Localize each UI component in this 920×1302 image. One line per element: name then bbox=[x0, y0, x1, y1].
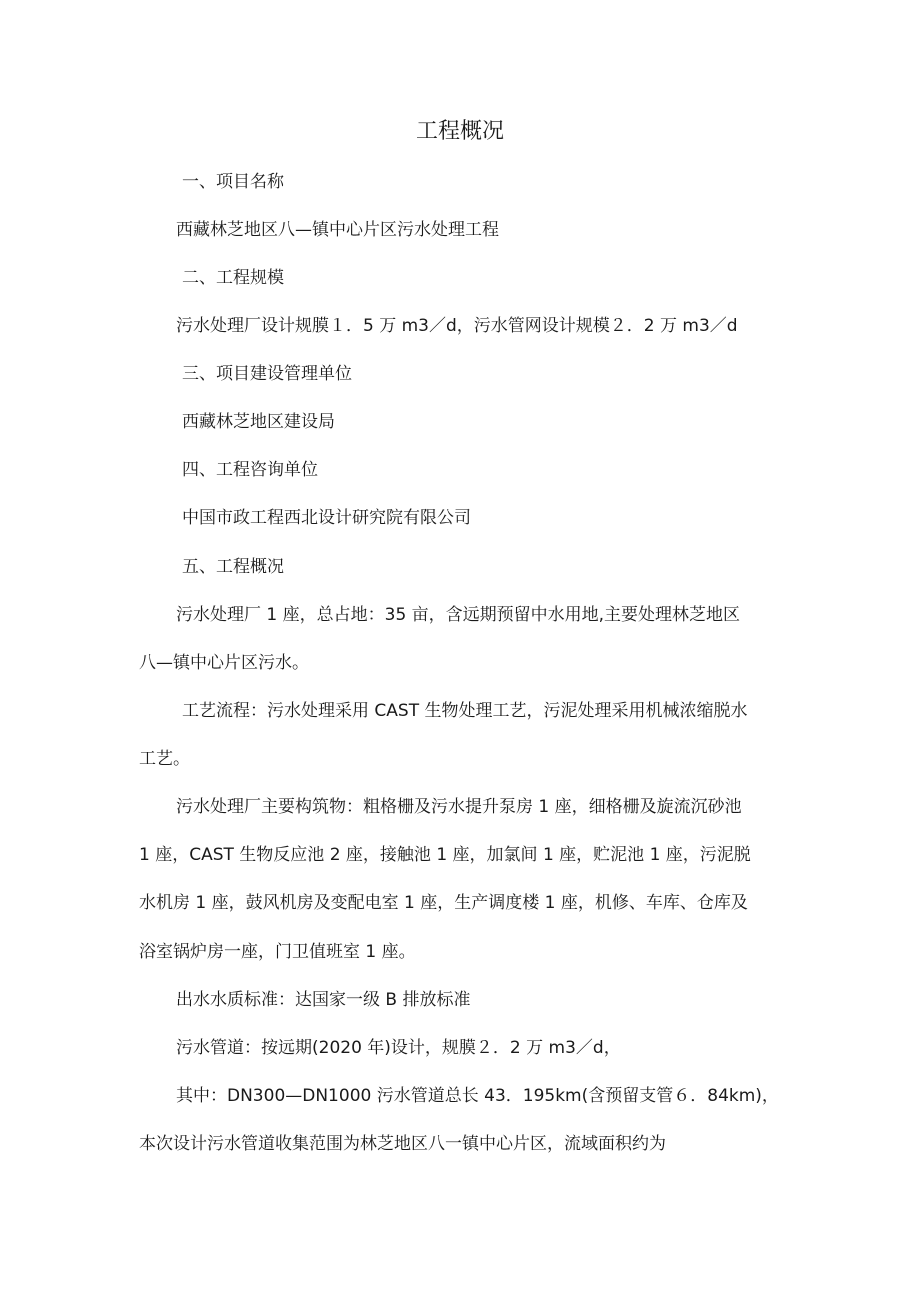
heading-management-unit: 三、项目建设管理单位 bbox=[182, 364, 352, 384]
heading-overview: 五、工程概况 bbox=[182, 557, 284, 577]
process-paragraph-line: 工艺。 bbox=[139, 749, 190, 769]
effluent-standard-text: 出水水质标准：达国家一级 B 排放标准 bbox=[176, 990, 471, 1010]
project-scale-text: 污水处理厂设计规膜１．5 万 m3／d，污水管网设计规模２．2 万 m3／d bbox=[176, 316, 738, 336]
heading-project-scale: 二、工程规模 bbox=[182, 268, 284, 288]
process-paragraph-line: 工艺流程：污水处理采用 CAST 生物处理工艺，污泥处理采用机械浓缩脱水 bbox=[182, 701, 748, 721]
structures-paragraph-line: 浴室锅炉房一座，门卫值班室 1 座。 bbox=[139, 942, 416, 962]
sewer-pipe-text: 污水管道：按远期(2020 年)设计，规膜２．2 万 m3／d， bbox=[176, 1038, 621, 1058]
structures-paragraph-line: 1 座，CAST 生物反应池 2 座，接触池 1 座，加氯间 1 座，贮泥池 1 座，污泥脱 bbox=[139, 845, 751, 865]
management-unit-text: 西藏林芝地区建设局 bbox=[182, 412, 335, 432]
structures-paragraph-line: 污水处理厂主要构筑物：粗格栅及污水提升泵房 1 座，细格栅及旋流沉砂池 bbox=[176, 797, 742, 817]
consulting-unit-text: 中国市政工程西北设计研究院有限公司 bbox=[182, 508, 471, 528]
heading-consulting-unit: 四、工程咨询单位 bbox=[182, 460, 318, 480]
pipe-detail-paragraph-line: 本次设计污水管道收集范围为林芝地区八一镇中心片区，流域面积约为 bbox=[139, 1134, 666, 1154]
overview-paragraph-line: 污水处理厂 1 座，总占地：35 亩，含远期预留中水用地,主要处理林芝地区 bbox=[176, 605, 741, 625]
pipe-detail-paragraph-line: 其中：DN300—DN1000 污水管道总长 43．195km(含预留支管６．84km)， bbox=[176, 1086, 779, 1106]
heading-project-name: 一、项目名称 bbox=[182, 172, 284, 192]
document-title: 工程概况 bbox=[415, 119, 504, 144]
structures-paragraph-line: 水机房 1 座，鼓风机房及变配电室 1 座，生产调度楼 1 座，机修、车库、仓库及 bbox=[139, 893, 748, 913]
project-name-text: 西藏林芝地区八—镇中心片区污水处理工程 bbox=[176, 220, 499, 240]
overview-paragraph-line: 八—镇中心片区污水。 bbox=[139, 653, 309, 673]
